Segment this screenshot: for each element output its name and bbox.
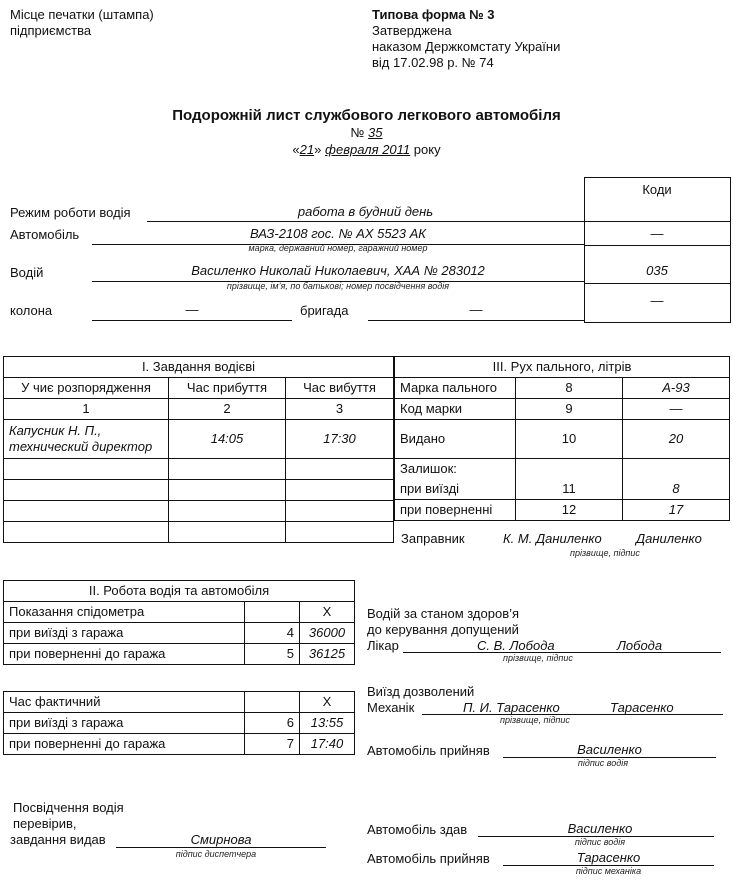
empty-cell [286, 480, 394, 501]
empty-cell [169, 480, 286, 501]
time-row-label: при виїзді з гаража [4, 713, 245, 734]
brigade-code: — [650, 293, 664, 308]
waybill-date [0, 142, 733, 157]
date-month-year: февраля 2011 [324, 142, 411, 157]
form-approval [372, 7, 560, 71]
date-day: 21 [299, 142, 315, 157]
accepted2-sign: Тарасенко [576, 850, 641, 865]
fueler-sign: Даниленко [636, 531, 702, 546]
driver-value: Василенко Николай Николаевич, ХАА № 283012 [191, 263, 485, 278]
odo-row-value: 36000 [300, 623, 355, 644]
empty-cell [245, 602, 300, 623]
dispatcher-line [116, 847, 326, 848]
empty-cell [169, 522, 286, 543]
empty-cell [286, 459, 394, 480]
odo-row-label: при виїзді з гаража [4, 623, 245, 644]
person-name: Капусник Н. П., [9, 423, 102, 438]
fuel-row-value [623, 459, 730, 480]
driver-label: Водій [10, 265, 44, 280]
order-date: від 17.02.98 р. № 74 [372, 55, 494, 70]
fuel-row-code: 10 [516, 420, 623, 459]
accepted-label: Автомобіль прийняв [367, 743, 490, 758]
empty-cell [4, 480, 169, 501]
empty-cell [286, 501, 394, 522]
time-row-value: 13:55 [300, 713, 355, 734]
col-number: 3 [286, 399, 394, 420]
odo-row-label: при поверненні до гаража [4, 644, 245, 665]
health-line2: до керування допущений [367, 622, 519, 637]
date-quote-open: « [292, 142, 300, 157]
empty-cell [4, 459, 169, 480]
odometer-label: Показання спідометра [4, 602, 245, 623]
codes-divider [584, 245, 730, 246]
fuel-row-code: 12 [516, 500, 623, 521]
brigade-value: — [469, 302, 483, 317]
col-header-disposal: У чиє розпорядження [4, 378, 169, 399]
health-line1: Водій за станом здоров’я [367, 606, 520, 621]
stamp-line1: Місце печатки (штампа) [10, 7, 154, 22]
fuel-row-label: Код марки [395, 399, 516, 420]
col-header-departure: Час вибуття [286, 378, 394, 399]
mode-label: Режим роботи водія [10, 205, 131, 220]
health-statement [367, 606, 519, 638]
fuel-table-title: ІІІ. Рух пального, літрів [395, 357, 730, 378]
odo-row-code: 5 [245, 644, 300, 665]
fuel-row-code: 8 [516, 378, 623, 399]
fuel-row-code: 11 [516, 479, 623, 500]
odometer-table [3, 580, 355, 665]
form-title: Типова форма № 3 [372, 7, 495, 22]
fuel-row-value: А-93 [623, 378, 730, 399]
time-row-label: при поверненні до гаража [4, 734, 245, 755]
mode-line [147, 221, 584, 222]
column-line [92, 320, 292, 321]
time-row-code: 6 [245, 713, 300, 734]
date-suffix: року [413, 142, 441, 157]
doctor-hint: прізвище, підпис [503, 653, 573, 663]
codes-divider [584, 221, 730, 222]
order-text: наказом Держкомстату України [372, 39, 561, 54]
accepted-hint: підпис водія [577, 758, 629, 768]
column-label: колона [10, 303, 53, 318]
dispatcher-line2: перевірив, [13, 816, 77, 831]
approved-text: Затверджена [372, 23, 452, 38]
brigade-label: бригада [300, 303, 349, 318]
col-number: 1 [4, 399, 169, 420]
odo-row-value: 36125 [300, 644, 355, 665]
handed-label: Автомобіль здав [367, 822, 468, 837]
time-x: Х [300, 692, 355, 713]
fuel-row-value: — [623, 399, 730, 420]
handed-hint: підпис водія [574, 837, 626, 847]
fuel-table [394, 356, 730, 521]
time-table [3, 691, 355, 755]
stamp-place [10, 7, 154, 39]
mode-value: работа в будний день [297, 204, 434, 219]
task-table-title: І. Завдання водієві [4, 357, 394, 378]
fueler-name: К. М. Даниленко [503, 531, 602, 546]
doctor-label: Лікар [367, 638, 399, 653]
fuel-row-label: Залишок: [395, 459, 516, 480]
empty-cell [4, 501, 169, 522]
handed-sign: Василенко [567, 821, 633, 836]
time-row-value: 17:40 [300, 734, 355, 755]
number-prefix: № [350, 125, 365, 140]
column-value: — [185, 302, 199, 317]
person-position: технический директор [9, 439, 153, 454]
fuel-row-code [516, 459, 623, 480]
mechanic-hint: прізвище, підпис [500, 715, 570, 725]
page-title: Подорожній лист службового легкового автомобіля [172, 107, 561, 124]
car-code: — [650, 226, 664, 241]
table-cell-person [4, 420, 169, 459]
accepted-sign: Василенко [577, 742, 642, 757]
fuel-row-label: при виїзді [395, 479, 516, 500]
doctor-name: С. В. Лобода [477, 638, 555, 653]
codes-divider [584, 283, 730, 284]
dispatcher-hint: підпис диспетчера [175, 849, 257, 859]
col-header-arrival: Час прибуття [169, 378, 286, 399]
car-hint: марка, державний номер, гаражний номер [248, 243, 428, 253]
odo-row-code: 4 [245, 623, 300, 644]
task-table [3, 356, 394, 543]
fuel-row-label: Марка пального [395, 378, 516, 399]
empty-cell [286, 522, 394, 543]
car-value: ВАЗ-2108 гос. № АХ 5523 АК [250, 226, 426, 241]
date-quote-close: » [314, 142, 322, 157]
empty-cell [4, 522, 169, 543]
dispatcher-line3: завдання видав [10, 832, 106, 847]
stamp-line2: підприємства [10, 23, 92, 38]
work-table-title: ІІ. Робота водія та автомобіля [4, 581, 355, 602]
codes-header: Коди [642, 182, 672, 197]
driver-hint: прізвище, ім’я, по батькові; номер посвідчення водія [226, 281, 450, 291]
empty-cell [169, 501, 286, 522]
car-label: Автомобіль [10, 227, 80, 242]
time-row-code: 7 [245, 734, 300, 755]
number-value: 35 [368, 125, 383, 140]
fuel-row-value: 8 [623, 479, 730, 500]
mechanic-label: Механік [367, 700, 415, 715]
fueler-hint: прізвище, підпис [570, 548, 640, 558]
col-number: 2 [169, 399, 286, 420]
accepted2-hint: підпис механіка [575, 866, 642, 876]
brigade-line [368, 320, 584, 321]
time-label: Час фактичний [4, 692, 245, 713]
fuel-row-label: при поверненні [395, 500, 516, 521]
empty-cell [245, 692, 300, 713]
table-cell-arrival: 14:05 [169, 420, 286, 459]
doctor-sign: Лобода [617, 638, 663, 653]
odometer-x: Х [300, 602, 355, 623]
dispatcher-sign: Смирнова [190, 832, 252, 847]
waybill-number [0, 125, 733, 140]
mechanic-name: П. И. Тарасенко [463, 700, 560, 715]
exit-allowed: Виїзд дозволений [367, 684, 475, 699]
fuel-row-code: 9 [516, 399, 623, 420]
dispatcher-line1: Посвідчення водія [13, 800, 124, 815]
driver-code: 035 [646, 263, 668, 278]
table-cell-departure: 17:30 [286, 420, 394, 459]
fuel-row-value: 20 [623, 420, 730, 459]
empty-cell [169, 459, 286, 480]
dispatcher-block [10, 800, 124, 848]
mechanic-sign: Тарасенко [610, 700, 674, 715]
fueler-label: Заправник [401, 531, 465, 546]
fuel-row-value: 17 [623, 500, 730, 521]
fuel-row-label: Видано [395, 420, 516, 459]
accepted2-label: Автомобіль прийняв [367, 851, 490, 866]
